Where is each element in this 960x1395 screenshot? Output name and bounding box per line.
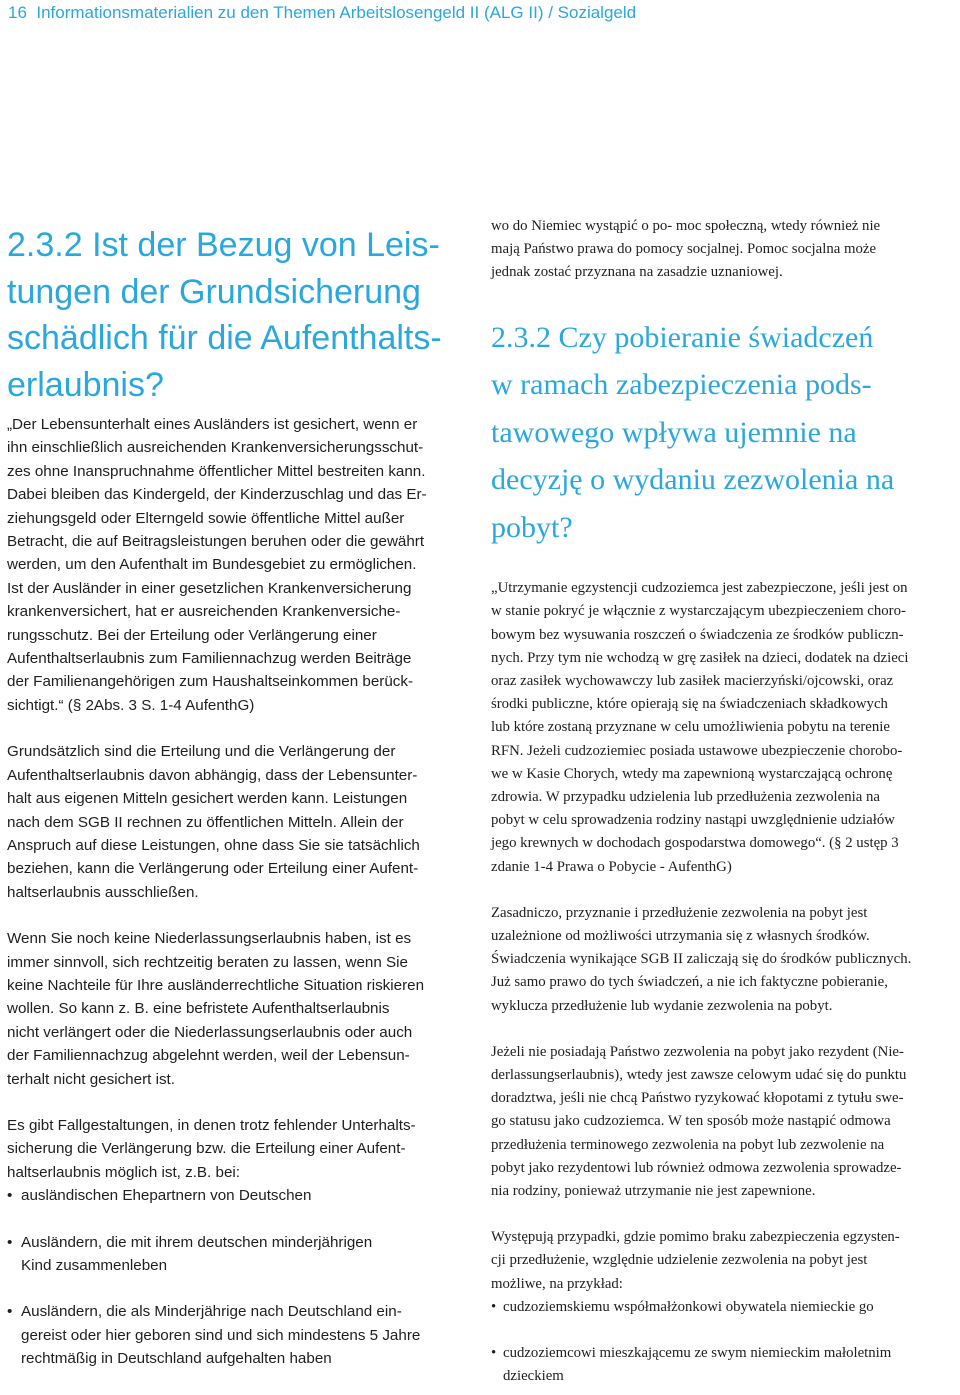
german-column bbox=[7, 222, 467, 1371]
text-line: Anspruch auf diese Leistungen, ohne dass Sie sie tatsächlich bbox=[7, 836, 420, 854]
text-line: der Familienangehörigen zum Haushaltseinkommen berück- bbox=[7, 673, 414, 691]
text-line: Grundsätzlich sind die Erteilung und die Verlängerung der bbox=[7, 743, 396, 761]
bullet-item-de-1 bbox=[7, 1184, 467, 1207]
text-line: erlaubnis? bbox=[7, 365, 164, 404]
text-line: Aufenthaltserlaubnis zum Familiennachzug werden Beiträge bbox=[7, 650, 412, 668]
text-line: keine Nachteile für Ihre ausländerrechtliche Situation riskieren bbox=[7, 976, 425, 994]
section-heading-pl bbox=[491, 314, 954, 552]
text-line: ihn einschließlich ausreichenden Krankenversicherungsschut- bbox=[7, 439, 424, 457]
text-line: pobyt w celu sprowadzenia rodziny nastąpi uwzględnienie udziałów bbox=[491, 812, 895, 829]
text-line: nych. Przy tym nie wchodzą w grę zasiłek na dzieci, dodatek na dzieci bbox=[491, 649, 909, 666]
text-line: werden, um den Aufenthalt im Bundesgebiet zu ermöglichen. bbox=[7, 556, 417, 574]
text-line: środki publiczne, które opierają się na świadczeniach składkowych bbox=[491, 696, 888, 713]
text-line: pobyt? bbox=[491, 510, 573, 544]
bullet-item-pl-1 bbox=[491, 1296, 954, 1319]
paragraph-cases-pl bbox=[491, 1226, 954, 1296]
text-line: Świadczenia wynikające SGB II zaliczają się do środków publicznych. bbox=[491, 951, 912, 968]
text-line: 2.3.2 Czy pobieranie świadczeń bbox=[491, 320, 874, 354]
text-line: zdrowia. W przypadku udzielenia lub przedłużenia zezwolenia na bbox=[491, 788, 880, 805]
paragraph-basics-de bbox=[7, 740, 467, 904]
text-line: wyklucza przedłużenie lub wydanie zezwolenia na pobyt. bbox=[491, 997, 833, 1014]
text-line: krankenversichert, hat er ausreichenden Krankenversiche- bbox=[7, 603, 401, 621]
text-line: bowym bez wysuwania roszczeń o świadczenia ze środków publiczn- bbox=[491, 626, 904, 643]
text-line: Betracht, die auf Beitragsleistungen beruhen oder die gewährt bbox=[7, 533, 425, 551]
text-line: halt aus eigenen Mitteln gesichert werden kann. Leistungen bbox=[7, 790, 408, 808]
text-line: „Der Lebensunterhalt eines Ausländers ist gesichert, wenn er bbox=[7, 416, 418, 433]
text-line: możliwe, na przykład: bbox=[491, 1275, 623, 1292]
text-line: Ist der Ausländer in einer gesetzlichen Krankenversicherung bbox=[7, 579, 412, 597]
text-line: • cudzoziemcowi mieszkającemu ze swym niemieckim małoletnim bbox=[503, 1345, 892, 1361]
text-line: terhalt nicht gesichert ist. bbox=[7, 1070, 175, 1088]
text-line: der Familiennachzug abgelehnt werden, weil der Lebensun- bbox=[7, 1047, 410, 1065]
paragraph-advice-de bbox=[7, 927, 467, 1091]
bullet-item-de-2 bbox=[7, 1231, 467, 1278]
text-line: dzieckiem bbox=[503, 1368, 564, 1385]
polish-column bbox=[491, 215, 954, 1388]
text-line: nach dem SGB II rechnen zu öffentlichen Mitteln. Allein der bbox=[7, 813, 404, 831]
text-line: immer sinnvoll, sich rechtzeitig beraten zu lassen, wenn Sie bbox=[7, 953, 408, 971]
text-line: 2.3.2 Ist der Bezug von Leis- bbox=[7, 226, 440, 264]
text-line: wo do Niemiec wystąpić o po- moc społeczną, wtedy również nie bbox=[491, 218, 881, 234]
text-line: „Utrzymanie egzystencji cudzoziemca jest zabezpieczone, jeśli jest on bbox=[491, 580, 908, 597]
text-line: sicherung die Verlängerung bzw. die Erteilung einer Aufent- bbox=[7, 1140, 406, 1158]
text-line: zes ohne Inanspruchnahme öffentlicher Mittel bestreiten kann. bbox=[7, 462, 426, 480]
text-line: sichtigt.“ (§ 2Abs. 3 S. 1-4 AufenthG) bbox=[7, 696, 255, 714]
text-line: • ausländischen Ehepartnern von Deutschen bbox=[21, 1187, 312, 1205]
text-line: zdanie 1-4 Prawa o Pobycie - AufenthG) bbox=[491, 858, 732, 875]
text-line: Kind zusammenleben bbox=[21, 1257, 168, 1274]
page-header bbox=[8, 2, 948, 24]
text-line: go statusu jako cudzoziemca. W ten sposób może nastąpić odmowa bbox=[491, 1113, 891, 1130]
bullet-item-de-3 bbox=[7, 1300, 467, 1370]
text-line: Jeżeli nie posiadają Państwo zezwolenia na pobyt jako rezydent (Nie- bbox=[491, 1043, 904, 1060]
section-heading-de bbox=[7, 222, 467, 408]
header-title: Informationsmaterialien zu den Themen Arbeitslosengeld II (ALG II) / Sozialgeld bbox=[36, 3, 637, 22]
text-line: w stanie pokryć je włącznie z wystarczającym ubezpieczeniem choro- bbox=[491, 603, 906, 620]
paragraph-basics-pl bbox=[491, 902, 954, 1018]
text-line: • cudzoziemskiemu współmałżonkowi obywatela niemieckie go bbox=[503, 1298, 874, 1315]
text-line: schädlich für die Aufenthalts- bbox=[7, 319, 442, 357]
text-line: Występują przypadki, gdzie pomimo braku zabezpieczenia egzysten- bbox=[491, 1229, 900, 1246]
bullet-item-pl-2 bbox=[491, 1342, 954, 1388]
paragraph-quote-de bbox=[7, 413, 467, 717]
text-line: przedłużenia terminowego zezwolenia na pobyt lub zezwolenie na bbox=[491, 1136, 885, 1153]
paragraph-continuation-pl bbox=[491, 215, 954, 285]
text-line: pobyt jako rezydentowi lub również odmowa zezwolenia sprowadze- bbox=[491, 1159, 902, 1176]
text-line: ziehungsgeld oder Elterngeld sowie öffentliche Mittel außer bbox=[7, 509, 405, 527]
text-line: Już samo prawo do tych świadczeń, a nie ich faktyczne pobieranie, bbox=[491, 974, 888, 991]
text-line: jego krewnych w dochodach gospodarstwa domowego“. (§ 2 ustęp 3 bbox=[491, 835, 899, 852]
text-line: rungsschutz. Bei der Erteilung oder Verlängerung einer bbox=[7, 626, 377, 644]
text-line: rechtmäßig in Deutschland aufgehalten haben bbox=[21, 1350, 332, 1368]
text-line: we w Kasie Chorych, wtedy ma zapewnioną wystarczającą ochronę bbox=[491, 765, 893, 782]
text-line: • Ausländern, die mit ihrem deutschen minderjährigen bbox=[21, 1233, 373, 1251]
text-line: oraz zasiłek wychowawczy lub zasiłek macierzyński/ojcowski, oraz bbox=[491, 672, 894, 689]
text-line: tawowego wpływa ujemnie na bbox=[491, 415, 857, 449]
text-line: Aufenthaltserlaubnis davon abhängig, dass der Lebensunter- bbox=[7, 766, 418, 784]
text-line: w ramach zabezpieczenia pods- bbox=[491, 368, 872, 402]
text-line: jednak zostać przyznana na zasadzie uznaniowej. bbox=[491, 264, 783, 281]
paragraph-cases-de bbox=[7, 1114, 467, 1184]
text-line: wollen. So kann z. B. eine befristete Aufenthaltserlaubnis bbox=[7, 1000, 390, 1018]
paragraph-advice-pl bbox=[491, 1041, 954, 1203]
page-number: 16 bbox=[8, 3, 27, 22]
text-line: lub które zostaną przyznane w celu umożliwienia pobytu na terenie bbox=[491, 719, 890, 736]
text-line: • Ausländern, die als Minderjährige nach Deutschland ein- bbox=[21, 1303, 402, 1321]
text-line: mają Państwo prawa do pomocy socjalnej. Pomoc socjalna może bbox=[491, 241, 877, 258]
text-line: gereist oder hier geboren sind und sich mindestens 5 Jahre bbox=[21, 1326, 421, 1344]
text-line: decyzję o wydaniu zezwolenia na bbox=[491, 463, 895, 497]
text-line: uzależnione od możliwości utrzymania się z własnych środków. bbox=[491, 927, 870, 944]
text-line: cji przedłużenie, względnie udzielenie zezwolenia na pobyt jest bbox=[491, 1252, 868, 1269]
text-line: haltserlaubnis ausschließen. bbox=[7, 883, 199, 901]
paragraph-quote-pl bbox=[491, 577, 954, 879]
text-line: Zasadniczo, przyznanie i przedłużenie zezwolenia na pobyt jest bbox=[491, 904, 868, 921]
text-line: RFN. Jeżeli cudzoziemiec posiada ustawowe ubezpieczenie chorobo- bbox=[491, 742, 903, 759]
text-line: derlassungserlaubnis), wtedy jest zawsze celowym udać się do punktu bbox=[491, 1066, 907, 1083]
text-line: Wenn Sie noch keine Niederlassungserlaubnis haben, ist es bbox=[7, 930, 412, 948]
text-line: tungen der Grundsicherung bbox=[7, 272, 421, 311]
text-line: Dabei bleiben das Kindergeld, der Kinderzuschlag und das Er- bbox=[7, 486, 427, 504]
text-line: doradztwa, jeśli nie chcą Państwo ryzykować kłopotami z tytułu swe- bbox=[491, 1090, 904, 1107]
text-line: nia rodziny, ponieważ utrzymanie nie jest zapewnione. bbox=[491, 1182, 816, 1199]
text-line: Es gibt Fallgestaltungen, in denen trotz fehlender Unterhalts- bbox=[7, 1116, 416, 1134]
text-line: beziehen, kann die Verlängerung oder Erteilung einer Aufent- bbox=[7, 860, 419, 878]
text-line: haltserlaubnis möglich ist, z.B. bei: bbox=[7, 1163, 240, 1181]
text-line: nicht verlängert oder die Niederlassungserlaubnis oder auch bbox=[7, 1023, 413, 1041]
